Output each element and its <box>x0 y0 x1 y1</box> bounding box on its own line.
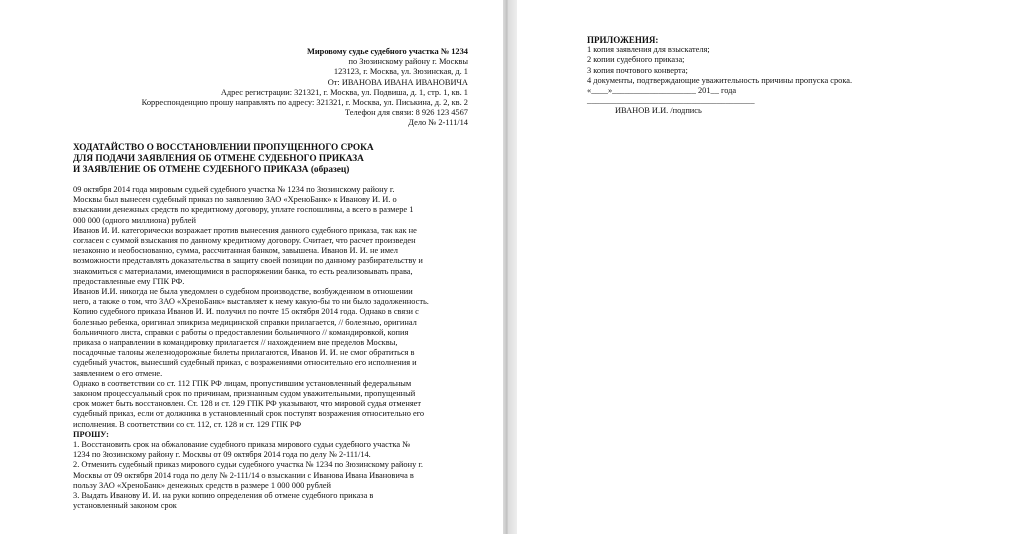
document-body <box>73 185 473 512</box>
body-line: незаконно и необоснованно, сумма, рассчитанная банком, завышена. Иванов И. И. не имел <box>73 246 398 256</box>
addressee-line: Дело № 2-111/14 <box>408 118 468 128</box>
attachment-item: 4 документы, подтверждающие уважительность причины пропуска срока. <box>587 75 853 85</box>
addressee-line: по Зюзинскому району г. Москвы <box>348 57 468 67</box>
addressee-line: От: ИВАНОВА ИВАНА ИВАНОВИЧА <box>327 77 468 87</box>
body-line: Иванов И.И. никогда не была уведомлен о судебном производстве, возбужденном в отношении <box>73 287 413 297</box>
body-line: Иванов И. И. категорически возражает против вынесения данного судебного приказа, так как не <box>73 225 417 235</box>
body-line: ПРОШУ: <box>73 429 109 439</box>
addressee-line: Адрес регистрации: 321321, г. Москва, ул. Подвиша, д. 1, стр. 1, кв. 1 <box>220 87 468 97</box>
body-line: 09 октября 2014 года мировым судьей судебного участка № 1234 по Зюзинскому району г. <box>73 185 395 194</box>
body-line: болезнью ребенка, оригинал эпикриза медицинской справки прилагается, // болезнью, оригинал <box>73 317 417 327</box>
signature: ИВАНОВ И.И. /подпись <box>615 106 702 116</box>
body-line: судебный приказ, если от должника в установленный срок поступят возражения относительно его <box>73 409 425 419</box>
body-line: Однако в соответствии со ст. 112 ГПК РФ лицам, пропустившим установленный федеральным <box>73 378 412 388</box>
body-line: приказа о направлении в командировку прилагается // нахождением вне пределов Москвы, <box>73 338 398 348</box>
body-line: согласен с суммой взыскания по данному кредитному договору. Считает, что расчет произведен <box>73 236 416 246</box>
body-line: 000 000 (одного миллиона) рублей <box>73 215 196 225</box>
body-line: судебный участок, вынесший судебный приказ, с возражениями относительно его исполнения и <box>73 358 417 368</box>
addressee-line: Телефон для связи: 8 926 123 4567 <box>344 108 468 118</box>
attachments-heading: ПРИЛОЖЕНИЯ: <box>587 35 659 45</box>
body-line: 1234 по Зюзинскому району г. Москвы от 09 октября 2014 года по делу № 2-111/14. <box>73 450 371 460</box>
addressee-line: Корреспонденцию прошу направлять по адресу: 321321, г. Москва, ул. Писькина, д. 2, кв. 2 <box>141 98 468 108</box>
document-title <box>73 143 374 176</box>
title-line: И ЗАЯВЛЕНИЕ ОБ ОТМЕНЕ СУДЕБНОГО ПРИКАЗА (образец) <box>73 165 350 175</box>
addressee-line: 123123, г. Москва, ул. Зюзинская, д. 1 <box>333 67 468 77</box>
attachment-item: 1 копия заявления для взыскателя; <box>587 45 710 55</box>
document-page-right <box>517 0 1020 534</box>
body-line: больничного листа, справки с работы о предоставлении больничного // командировкой, копия <box>73 327 409 337</box>
document-page-left <box>0 0 503 534</box>
body-line: Москвы от 09 октября 2014 года по делу № 2-111/14 о взыскании с Иванова Ивана Ивановича в <box>73 470 414 480</box>
page-gutter <box>503 0 517 534</box>
body-line: заявлением о его отмене. <box>73 368 163 378</box>
body-line: возможности представлять доказательства в защиту своей позиции по данному разбирательству и <box>73 256 423 266</box>
body-line: него, а также о том, что ЗАО «ХреноБанк» выставляет к нему какую-бы то ни было задолженность. <box>73 297 429 307</box>
body-line: Копию судебного приказа Иванов И. И. получил по почте 15 октября 2014 года. Однако в связи с <box>73 307 419 317</box>
title-line: ХОДАТАЙСТВО О ВОССТАНОВЛЕНИИ ПРОПУЩЕННОГО СРОКА <box>73 143 374 153</box>
body-line: знакомиться с материалами, имеющимися в распоряжении банка, то есть реализовывать права, <box>73 266 413 276</box>
body-line: 2. Отменить судебный приказ мирового судьи судебного участка № 1234 по Зюзинскому району г. <box>73 460 423 470</box>
attachments-block <box>587 35 852 117</box>
title-line: ДЛЯ ПОДАЧИ ЗАЯВЛЕНИЯ ОБ ОТМЕНЕ СУДЕБНОГО ПРИКАЗА <box>73 154 364 164</box>
signature-underline: ________________________________________ <box>587 96 755 106</box>
body-line: 3. Выдать Иванову И. И. на руки копию определения об отмене судебного приказа в <box>73 491 374 501</box>
addressee-block <box>142 47 468 129</box>
body-line: посадочные талоны железнодорожные билеты прилагаются, Иванов И. И. не смог обратиться в <box>73 348 415 358</box>
body-line: пользу ЗАО «ХреноБанк» денежных средств в размере 1 000 000 рублей <box>73 480 331 490</box>
body-line: 1. Восстановить срок на обжалование судебного приказа мирового судьи судебного участка № <box>73 440 411 450</box>
body-line: взыскании денежных средств по кредитному договору, уплате госпошлины, а всего в размере 1 <box>73 205 414 215</box>
date-line: «____»____________________ 201__ года <box>587 86 737 96</box>
body-line: исполнения. В соответствии со ст. 112, ст. 128 и ст. 129 ГПК РФ <box>73 419 302 429</box>
body-line: срок может быть восстановлен. Ст. 128 и ст. 129 ГПК РФ указывают, что мировой судья отменяет <box>73 399 422 409</box>
body-line: Москвы был вынесен судебный приказ по заявлению ЗАО «ХреноБанк» к Иванову И. И. о <box>73 195 397 205</box>
addressee-line: Мировому судье судебного участка № 1234 <box>306 47 468 56</box>
attachment-item: 3 копия почтового конверта; <box>587 65 688 75</box>
attachment-item: 2 копии судебного приказа; <box>587 55 685 65</box>
body-line: установленный законом срок <box>73 501 177 511</box>
body-line: законом процессуальный срок по причинам, признанным судом уважительными, пропущенный <box>73 389 416 399</box>
body-line: предоставленные ему ГПК РФ. <box>73 276 185 286</box>
